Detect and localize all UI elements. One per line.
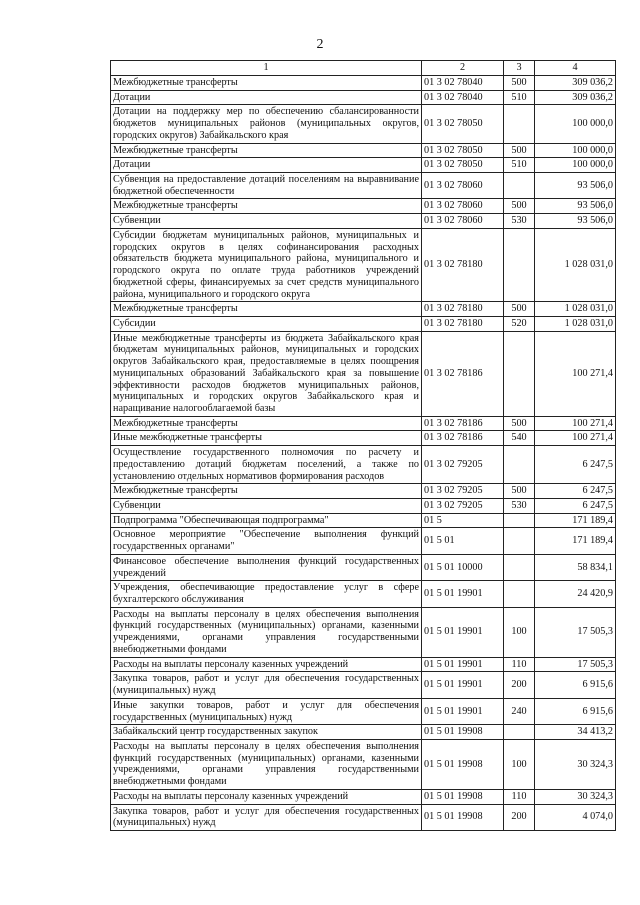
cell-sum: 6 915,6 xyxy=(535,698,616,724)
cell-name: Расходы на выплаты персоналу в целях обеспечения выполнения функций государственных (муниципальных) органами, казенными учреждениями, органами управления государственными внебюджетными фондами xyxy=(111,607,422,657)
cell-sum: 1 028 031,0 xyxy=(535,316,616,331)
cell-type xyxy=(504,513,535,528)
cell-code: 01 3 02 78180 xyxy=(422,228,504,301)
cell-sum: 100 271,4 xyxy=(535,431,616,446)
cell-type: 500 xyxy=(504,302,535,317)
cell-name: Закупка товаров, работ и услуг для обеспечения государственных (муниципальных) нужд xyxy=(111,672,422,698)
cell-type xyxy=(504,528,535,554)
cell-name: Субвенции xyxy=(111,499,422,514)
cell-name: Расходы на выплаты персоналу в целях обеспечения выполнения функций государственных (муниципальных) органами, казенными учреждениями, органами управления государственными внебюджетными фондами xyxy=(111,739,422,789)
table-row xyxy=(111,302,616,317)
cell-sum: 6 915,6 xyxy=(535,672,616,698)
cell-type: 500 xyxy=(504,416,535,431)
cell-type xyxy=(504,228,535,301)
cell-code: 01 3 02 79205 xyxy=(422,446,504,484)
cell-code: 01 5 01 xyxy=(422,528,504,554)
cell-name: Забайкальский центр государственных закупок xyxy=(111,725,422,740)
cell-sum: 34 413,2 xyxy=(535,725,616,740)
cell-type: 510 xyxy=(504,158,535,173)
table-row xyxy=(111,725,616,740)
cell-type: 500 xyxy=(504,143,535,158)
cell-code: 01 5 01 19908 xyxy=(422,725,504,740)
cell-sum: 309 036,2 xyxy=(535,90,616,105)
cell-code: 01 3 02 78050 xyxy=(422,143,504,158)
cell-code: 01 3 02 78060 xyxy=(422,173,504,199)
table-row xyxy=(111,416,616,431)
table-row xyxy=(111,431,616,446)
cell-code: 01 5 01 19908 xyxy=(422,789,504,804)
cell-name: Субсидии xyxy=(111,316,422,331)
table-row xyxy=(111,199,616,214)
cell-sum: 4 074,0 xyxy=(535,804,616,830)
table-row xyxy=(111,698,616,724)
cell-code: 01 5 01 10000 xyxy=(422,554,504,580)
cell-code: 01 5 01 19901 xyxy=(422,698,504,724)
cell-sum: 100 000,0 xyxy=(535,158,616,173)
cell-type: 500 xyxy=(504,199,535,214)
cell-code: 01 3 02 78060 xyxy=(422,199,504,214)
cell-name: Дотации xyxy=(111,90,422,105)
header-sum: 4 xyxy=(535,61,616,76)
table-row xyxy=(111,528,616,554)
page-number: 2 xyxy=(316,37,324,52)
cell-name: Расходы на выплаты персоналу казенных учреждений xyxy=(111,657,422,672)
table-row xyxy=(111,214,616,229)
cell-sum: 171 189,4 xyxy=(535,528,616,554)
cell-sum: 171 189,4 xyxy=(535,513,616,528)
cell-code: 01 3 02 78186 xyxy=(422,416,504,431)
cell-type: 530 xyxy=(504,214,535,229)
cell-code: 01 3 02 78186 xyxy=(422,331,504,416)
cell-type xyxy=(504,725,535,740)
cell-code: 01 3 02 78040 xyxy=(422,90,504,105)
cell-name: Закупка товаров, работ и услуг для обеспечения государственных (муниципальных) нужд xyxy=(111,804,422,830)
cell-type: 110 xyxy=(504,657,535,672)
table-row xyxy=(111,672,616,698)
table-row xyxy=(111,76,616,91)
cell-name: Межбюджетные трансферты xyxy=(111,76,422,91)
cell-code: 01 5 01 19901 xyxy=(422,581,504,607)
cell-type xyxy=(504,331,535,416)
cell-name: Финансовое обеспечение выполнения функций государственных учреждений xyxy=(111,554,422,580)
cell-code: 01 3 02 78050 xyxy=(422,105,504,143)
cell-name: Учреждения, обеспечивающие предоставление услуг в сфере бухгалтерского обслуживания xyxy=(111,581,422,607)
cell-name: Расходы на выплаты персоналу казенных учреждений xyxy=(111,789,422,804)
cell-type: 500 xyxy=(504,484,535,499)
cell-sum: 17 505,3 xyxy=(535,657,616,672)
table-row xyxy=(111,105,616,143)
table-row xyxy=(111,607,616,657)
table-row xyxy=(111,90,616,105)
header-type: 3 xyxy=(504,61,535,76)
cell-sum: 1 028 031,0 xyxy=(535,302,616,317)
cell-code: 01 5 01 19908 xyxy=(422,739,504,789)
cell-name: Межбюджетные трансферты xyxy=(111,143,422,158)
cell-name: Дотации на поддержку мер по обеспечению сбалансированности бюджетов муниципальных районов (муниципальных округов, городских округов) Забайкальского края xyxy=(111,105,422,143)
cell-code: 01 3 02 78060 xyxy=(422,214,504,229)
cell-type: 100 xyxy=(504,739,535,789)
table-row xyxy=(111,446,616,484)
cell-name: Субвенции xyxy=(111,214,422,229)
table-row xyxy=(111,499,616,514)
cell-sum: 30 324,3 xyxy=(535,789,616,804)
table-row xyxy=(111,143,616,158)
cell-type: 110 xyxy=(504,789,535,804)
cell-code: 01 3 02 78050 xyxy=(422,158,504,173)
cell-sum: 58 834,1 xyxy=(535,554,616,580)
table-row xyxy=(111,513,616,528)
cell-sum: 100 271,4 xyxy=(535,416,616,431)
cell-type: 510 xyxy=(504,90,535,105)
cell-type xyxy=(504,173,535,199)
table-row xyxy=(111,554,616,580)
table-row xyxy=(111,173,616,199)
cell-sum: 93 506,0 xyxy=(535,214,616,229)
cell-sum: 100 271,4 xyxy=(535,331,616,416)
cell-code: 01 3 02 78180 xyxy=(422,302,504,317)
table-row xyxy=(111,581,616,607)
table-row xyxy=(111,657,616,672)
cell-name: Межбюджетные трансферты xyxy=(111,302,422,317)
table-row xyxy=(111,316,616,331)
cell-sum: 309 036,2 xyxy=(535,76,616,91)
table-row xyxy=(111,484,616,499)
cell-sum: 6 247,5 xyxy=(535,484,616,499)
cell-sum: 93 506,0 xyxy=(535,173,616,199)
cell-name: Субсидии бюджетам муниципальных районов, муниципальных и городских округов в целях софинансирования расходных обязательств бюджета муниципального района, муниципального и городского округа по оплате труда работников учреждений бюджетной сферы, финансируемых за счет средств муниципального района, муниципального и городского округа xyxy=(111,228,422,301)
cell-type: 520 xyxy=(504,316,535,331)
cell-sum: 100 000,0 xyxy=(535,143,616,158)
cell-name: Подпрограмма "Обеспечивающая подпрограмма" xyxy=(111,513,422,528)
cell-type: 540 xyxy=(504,431,535,446)
cell-name: Дотации xyxy=(111,158,422,173)
cell-name: Основное мероприятие "Обеспечение выполнения функций государственных органами" xyxy=(111,528,422,554)
cell-code: 01 5 01 19901 xyxy=(422,607,504,657)
cell-name: Иные межбюджетные трансферты из бюджета Забайкальского края бюджетам муниципальных районов, муниципальных и городских округов Забайкальского края, предоставляемые в целях поощрения муниципальных образований Забайкальского края за повышение эффективности расходов бюджетов муниципальных районов, муниципальных и городских округов Забайкальского края и наращивание налогооблагаемой базы xyxy=(111,331,422,416)
cell-type xyxy=(504,554,535,580)
cell-sum: 93 506,0 xyxy=(535,199,616,214)
table-row xyxy=(111,739,616,789)
cell-name: Субвенция на предоставление дотаций поселениям на выравнивание бюджетной обеспеченности xyxy=(111,173,422,199)
cell-sum: 30 324,3 xyxy=(535,739,616,789)
cell-code: 01 3 02 79205 xyxy=(422,484,504,499)
cell-name: Межбюджетные трансферты xyxy=(111,416,422,431)
cell-type: 200 xyxy=(504,672,535,698)
cell-name: Межбюджетные трансферты xyxy=(111,199,422,214)
cell-sum: 17 505,3 xyxy=(535,607,616,657)
cell-type xyxy=(504,581,535,607)
cell-code: 01 5 xyxy=(422,513,504,528)
cell-name: Осуществление государственного полномочия по расчету и предоставлению дотаций бюджетам поселений, а также по установлению отдельных нормативов формирования расходов xyxy=(111,446,422,484)
cell-type xyxy=(504,105,535,143)
cell-name: Иные закупки товаров, работ и услуг для обеспечения государственных (муниципальных) нужд xyxy=(111,698,422,724)
cell-code: 01 5 01 19901 xyxy=(422,657,504,672)
table-row xyxy=(111,789,616,804)
cell-type xyxy=(504,446,535,484)
cell-code: 01 3 02 78186 xyxy=(422,431,504,446)
table-row xyxy=(111,804,616,830)
cell-code: 01 5 01 19908 xyxy=(422,804,504,830)
cell-code: 01 3 02 78040 xyxy=(422,76,504,91)
table-row xyxy=(111,158,616,173)
cell-sum: 24 420,9 xyxy=(535,581,616,607)
cell-type: 200 xyxy=(504,804,535,830)
cell-sum: 6 247,5 xyxy=(535,446,616,484)
header-name: 1 xyxy=(111,61,422,76)
table-row xyxy=(111,331,616,416)
cell-sum: 6 247,5 xyxy=(535,499,616,514)
cell-name: Межбюджетные трансферты xyxy=(111,484,422,499)
cell-type: 500 xyxy=(504,76,535,91)
cell-code: 01 5 01 19901 xyxy=(422,672,504,698)
cell-sum: 1 028 031,0 xyxy=(535,228,616,301)
cell-type: 530 xyxy=(504,499,535,514)
table-row xyxy=(111,228,616,301)
header-code: 2 xyxy=(422,61,504,76)
cell-type: 240 xyxy=(504,698,535,724)
budget-table xyxy=(110,60,616,831)
cell-code: 01 3 02 78180 xyxy=(422,316,504,331)
cell-name: Иные межбюджетные трансферты xyxy=(111,431,422,446)
cell-code: 01 3 02 79205 xyxy=(422,499,504,514)
cell-sum: 100 000,0 xyxy=(535,105,616,143)
cell-type: 100 xyxy=(504,607,535,657)
header-row xyxy=(111,61,616,76)
